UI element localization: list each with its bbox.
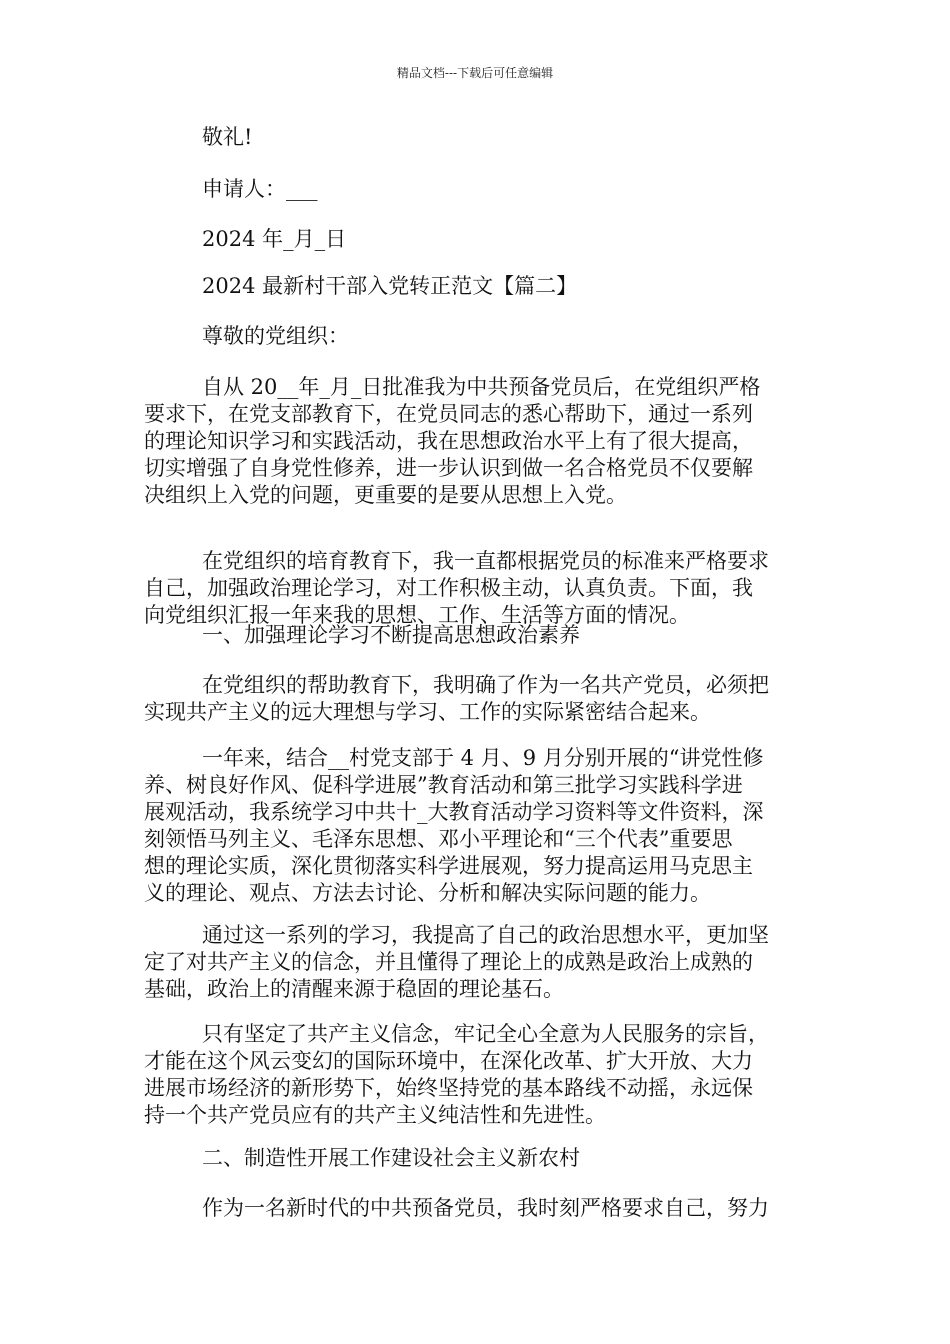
greeting: 尊敬的党组织： xyxy=(202,324,349,348)
paragraph-7 xyxy=(202,1195,812,1222)
subheading-1 xyxy=(202,622,812,649)
paragraph-line: 切实增强了自身党性修养，进一步认识到做一名合格党员不仅要解 xyxy=(144,456,753,480)
page-header: 精品文档---下载后可任意编辑 xyxy=(396,66,554,80)
paragraph-line: 想的理论实质，深化贯彻落实科学进展观，努力提高运用马克思主 xyxy=(144,854,753,878)
paragraph-line: 实现共产主义的远大理想与学习、工作的实际紧密结合起来。 xyxy=(144,700,711,724)
section-title: 2024 最新村干部入党转正范文【篇二】 xyxy=(202,274,578,298)
paragraph-line: 定了对共产主义的信念，并且懂得了理论上的成熟是政治上成熟的 xyxy=(144,950,753,974)
paragraph-line: 的理论知识学习和实践活动，我在思想政治水平上有了很大提高， xyxy=(144,429,753,453)
paragraph-line: 自己，加强政治理论学习，对工作积极主动，认真负责。下面，我 xyxy=(144,576,753,600)
paragraph-line: 进展市场经济的新形势下，始终坚持党的基本路线不动摇，永远保 xyxy=(144,1076,753,1100)
paragraph-line: 只有坚定了共产主义信念，牢记全心全意为人民服务的宗旨， xyxy=(202,1022,769,1046)
paragraph-1 xyxy=(144,374,812,509)
paragraph-line: 展观活动，我系统学习中共十_大教育活动学习资料等文件资料，深 xyxy=(144,800,764,824)
paragraph-line: 自从 20__年_月_日批准我为中共预备党员后，在党组织严格 xyxy=(202,375,761,399)
paragraph-line: 一年来，结合__村党支部于 4 月、9 月分别开展的“讲党性修 xyxy=(202,746,764,770)
applicant-line: 申请人：___ xyxy=(202,177,318,201)
paragraph-line: 养、树良好作风、促科学进展”教育活动和第三批学习实践科学进 xyxy=(144,773,743,797)
paragraph-line: 向党组织汇报一年来我的思想、工作、生活等方面的情况。 xyxy=(144,603,690,627)
date-line: 2024 年_月_日 xyxy=(202,227,347,251)
subheading-text: 一、加强理论学习不断提高思想政治素养 xyxy=(202,623,580,647)
paragraph-4 xyxy=(144,745,812,907)
paragraph-6 xyxy=(144,1021,812,1129)
paragraph-line: 要求下，在党支部教育下，在党员同志的悉心帮助下，通过一系列 xyxy=(144,402,753,426)
subheading-2 xyxy=(202,1145,812,1172)
paragraph-line: 刻领悟马列主义、毛泽东思想、邓小平理论和“三个代表”重要思 xyxy=(144,827,733,851)
closing-salute: 敬礼! xyxy=(202,125,253,149)
paragraph-line: 基础，政治上的清醒来源于稳固的理论基石。 xyxy=(144,977,564,1001)
paragraph-line: 持一个共产党员应有的共产主义纯洁性和先进性。 xyxy=(144,1103,606,1127)
paragraph-line: 作为一名新时代的中共预备党员，我时刻严格要求自己，努力 xyxy=(202,1196,769,1220)
paragraph-line: 才能在这个风云变幻的国际环境中，在深化改革、扩大开放、大力 xyxy=(144,1049,753,1073)
paragraph-line: 决组织上入党的问题，更重要的是要从思想上入党。 xyxy=(144,483,627,507)
subheading-text: 二、制造性开展工作建设社会主义新农村 xyxy=(202,1146,580,1170)
paragraph-line: 通过这一系列的学习，我提高了自己的政治思想水平，更加坚 xyxy=(202,923,769,947)
paragraph-line: 在党组织的帮助教育下，我明确了作为一名共产党员，必须把 xyxy=(202,673,769,697)
paragraph-2 xyxy=(144,548,812,629)
paragraph-line: 在党组织的培育教育下，我一直都根据党员的标准来严格要求 xyxy=(202,549,769,573)
paragraph-3 xyxy=(144,672,812,726)
paragraph-5 xyxy=(144,922,812,1003)
paragraph-line: 义的理论、观点、方法去讨论、分析和解决实际问题的能力。 xyxy=(144,881,711,905)
